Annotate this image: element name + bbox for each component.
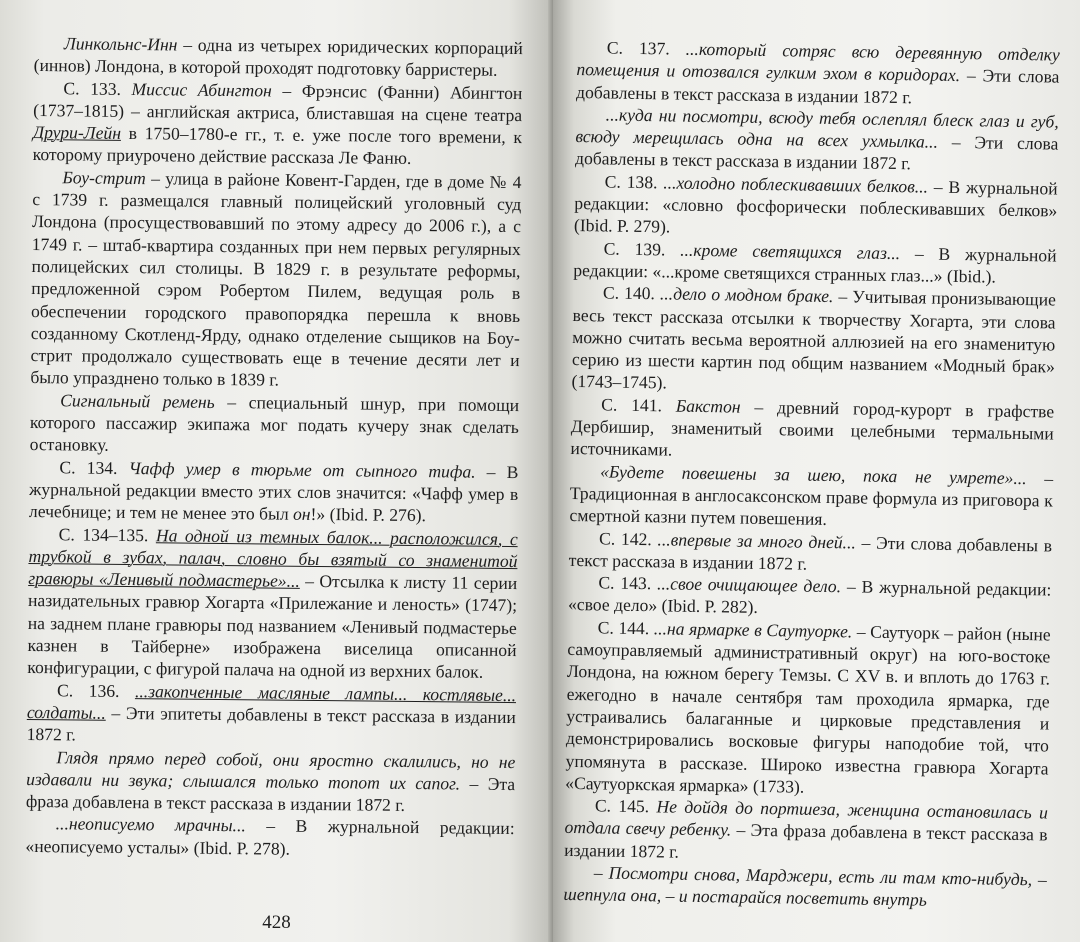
note-paragraph	[27, 679, 517, 751]
text-run: – одна из четырех юридических корпораций (иннов) Лондона, в которой проходят подготовку барристеры.	[33, 34, 523, 81]
right-page-text	[563, 36, 1060, 913]
text-run: – специальный шнур, при помощи которого пассажир экипажа мог подать кучеру знак сделать остановку.	[29, 391, 520, 456]
text-run: – Эта фраза добавлена в текст рассказа в издании 1872 г.	[25, 773, 516, 816]
note-paragraph	[30, 166, 521, 394]
text-run: С. 133.	[63, 77, 132, 99]
note-paragraph	[569, 526, 1053, 578]
note-paragraph	[34, 32, 523, 82]
italic-run: ...впервые за много дней...	[657, 528, 857, 552]
note-paragraph	[565, 616, 1051, 802]
underline: Друри-Лейн	[32, 122, 122, 144]
text-run: – древний город-курорт в графстве Дербишир, знаменитый своими целебными термальными источниками.	[570, 396, 1055, 460]
note-paragraph	[563, 861, 1047, 913]
underline: На одной из темных балок... расположился, с трубкой в зубах, палач, словно бы взятый со знаменитой гравюры «Ленивый подмастерье»...	[28, 524, 518, 591]
italic-run: Миссис Абингтон	[131, 78, 272, 101]
italic-run: ...неописуемо мрачны...	[55, 813, 246, 836]
text-run: – Фрэнсис (Фанни) Абингтон (1737–1815) – английская актриса, блиставшая на сцене театра	[33, 80, 523, 126]
note-paragraph	[575, 103, 1059, 177]
text-run: С. 134–135.	[58, 523, 157, 545]
text-run: в 1750–1780-е гг., т. е. уже после того времени, к которому приурочено действие рассказа Ле Фаню.	[32, 123, 523, 169]
italic-run: он	[292, 503, 311, 525]
text-run: С. 140.	[602, 282, 661, 304]
text-run: С. 137.	[606, 37, 686, 59]
text-run: – Учитывая пронизывающие весь текст рассказа отсылки к творчеству Хогарта, эти слова можно считать весьма вероятной аллюзией на его знаменитую серию из шести картин под общим названием «Модный брак» (1743–1745).	[571, 286, 1057, 393]
italic-run: – Посмотри снова, Марджери, есть ли там кто-нибудь, – шепнула она, – и постарайся посветить внутрь	[563, 862, 1047, 910]
text-run: С. 144.	[597, 617, 654, 638]
note-paragraph	[564, 794, 1048, 868]
note-paragraph	[26, 745, 516, 817]
text-run: – Эти слова добавлены в текст рассказа в издании 1872 г.	[568, 531, 1053, 574]
italic-run: Боу-стрит	[62, 167, 146, 188]
italic-run: «Будете повешены за шею, пока не умрете»...	[600, 461, 1027, 488]
note-paragraph	[25, 812, 514, 862]
note-paragraph	[571, 281, 1056, 400]
note-paragraph	[568, 571, 1052, 623]
text-run: С. 141.	[601, 394, 676, 416]
text-run: – Эти эпитеты добавлены в текст рассказа в издании 1872 г.	[26, 702, 516, 745]
text-run: – В журнальной редакции: «...кроме светящихся странных глаз...» (Ibid.).	[573, 242, 1057, 287]
note-paragraph	[27, 523, 518, 684]
underline: ...закопченные масляные лампы... костлявые... солдаты...	[26, 680, 517, 723]
note-paragraph	[29, 456, 519, 528]
text-run: – В журнальной редакции вместо этих слов значится: «Чафф умер в лечебнице; и тем не менее это был	[28, 461, 519, 524]
page-number: 428	[262, 912, 291, 933]
text-run: С. 139.	[603, 238, 681, 260]
italic-run: ...который сотряс всю деревянную отделку помещения и отозвался гулким эхом в коридорах.	[576, 38, 1060, 86]
italic-run: ...куда ни посмотри, всюду тебя ослеплял блеск глаз и губ, всюду мерещилась одна на всех ухмылка...	[575, 104, 1059, 152]
italic-run: ...холодно поблескивавших белков...	[663, 172, 929, 197]
note-paragraph	[33, 77, 523, 171]
note-paragraph	[570, 393, 1054, 467]
text-run: С. 134.	[59, 456, 129, 478]
text-run: С. 142.	[598, 527, 658, 549]
text-run: С. 136.	[57, 679, 136, 701]
italic-run: Чафф умер в тюрьме от сыпного тифа.	[128, 457, 476, 482]
text-run: – Традиционная в англосаксонском праве формула из приговора к смертной казни путем повешения.	[569, 467, 1054, 530]
italic-run: Линкольнс-Инн	[63, 33, 178, 55]
italic-run: ...дело о модном браке.	[659, 283, 834, 307]
left-page-text	[25, 32, 523, 862]
underlined-italic-run	[33, 122, 121, 143]
text-run: С. 138.	[604, 171, 664, 193]
text-run: – Саутуорк – район (ныне самоуправляемый административный округ) на юго-востоке Лондона, на южном берегу Темзы. С XV в. и вплоть до 1763 г. ежегодно в начале сентября там проходила ярмарка, где устраивались балаганные и цирковые представления и демонстрировались восковые фигуры наподобие той, что упомянута в рассказе. Широко известна гравюра Хогарта «Саутуоркская ярмарка» (1733).	[565, 621, 1051, 797]
italic-run: Глядя прямо перед собой, они яростно скалились, но не издавали ни звука; слышался только топот их сапог.	[26, 746, 516, 794]
italic-run: Не дойдя до портшеза, женщина остановилась и отдала свечу ребенку.	[564, 796, 1049, 840]
note-paragraph	[573, 237, 1057, 289]
text-run: – В журнальной редакции: «неописуемо усталы» (Ibid. P. 278).	[25, 815, 515, 859]
italic-run: ...кроме светящихся глаз...	[680, 239, 901, 263]
note-paragraph	[30, 389, 520, 461]
text-run: !» (Ibid. P. 276).	[310, 504, 427, 526]
text-run: – улица в районе Ковент-Гарден, где в доме № 4 с 1739 г. размещался главный полицейский уголовный суд Лондона (просуществовавший по этому адресу до 2006 г.), а с 1749 г. – штаб-квартира созданных при нем первых регулярных полицейских сил столицы. В 1829 г. в результате реформы, предложенной сэром Робертом Пилем, ведущая роль в обеспечении городского правопорядка перешла к вновь созданному Скотленд-Ярду, однако отделение сыщиков на Боу-стрит продолжало существовать еще в течение десяти лет и было упразднено только в 1839 г.	[30, 167, 522, 391]
note-paragraph	[574, 170, 1058, 244]
note-paragraph	[576, 36, 1060, 110]
right-page	[553, 0, 1080, 942]
text-run: – Эти слова добавлены в текст рассказа в издании 1872 г.	[574, 131, 1059, 174]
italic-run: ...на ярмарке в Саутуорке.	[653, 617, 853, 642]
text-run: С. 145.	[594, 795, 657, 817]
text-run: – В журнальной редакции: «словно фосфорически поблескивавших белков» (Ibid. P. 279).	[573, 176, 1058, 237]
text-run: С. 143.	[598, 572, 658, 594]
text-run: – Отсылка к листу 11 серии назидательных гравюр Хогарта «Прилежание и леность» (1747); на заднем плане гравюры под названием «Ленивый подмастерье казнен в Тайберне» изображена виселица описанной конфигурации, с фигурой палача на одной из верхних балок.	[27, 570, 518, 683]
italic-run: Бакстон	[675, 395, 741, 417]
italic-run: ...свое очищающее дело.	[656, 573, 842, 597]
italic-run: Сигнальный ремень	[60, 390, 215, 412]
text-run: – Эта фраза добавлена в текст рассказа в издании 1872 г.	[564, 819, 1048, 862]
text-run: – В журнальной редакции: «свое дело» (Ibid. P. 282).	[567, 576, 1052, 618]
note-paragraph	[569, 460, 1053, 534]
text-run: – Эти слова добавлены в текст рассказа в издании 1872 г.	[575, 65, 1060, 107]
